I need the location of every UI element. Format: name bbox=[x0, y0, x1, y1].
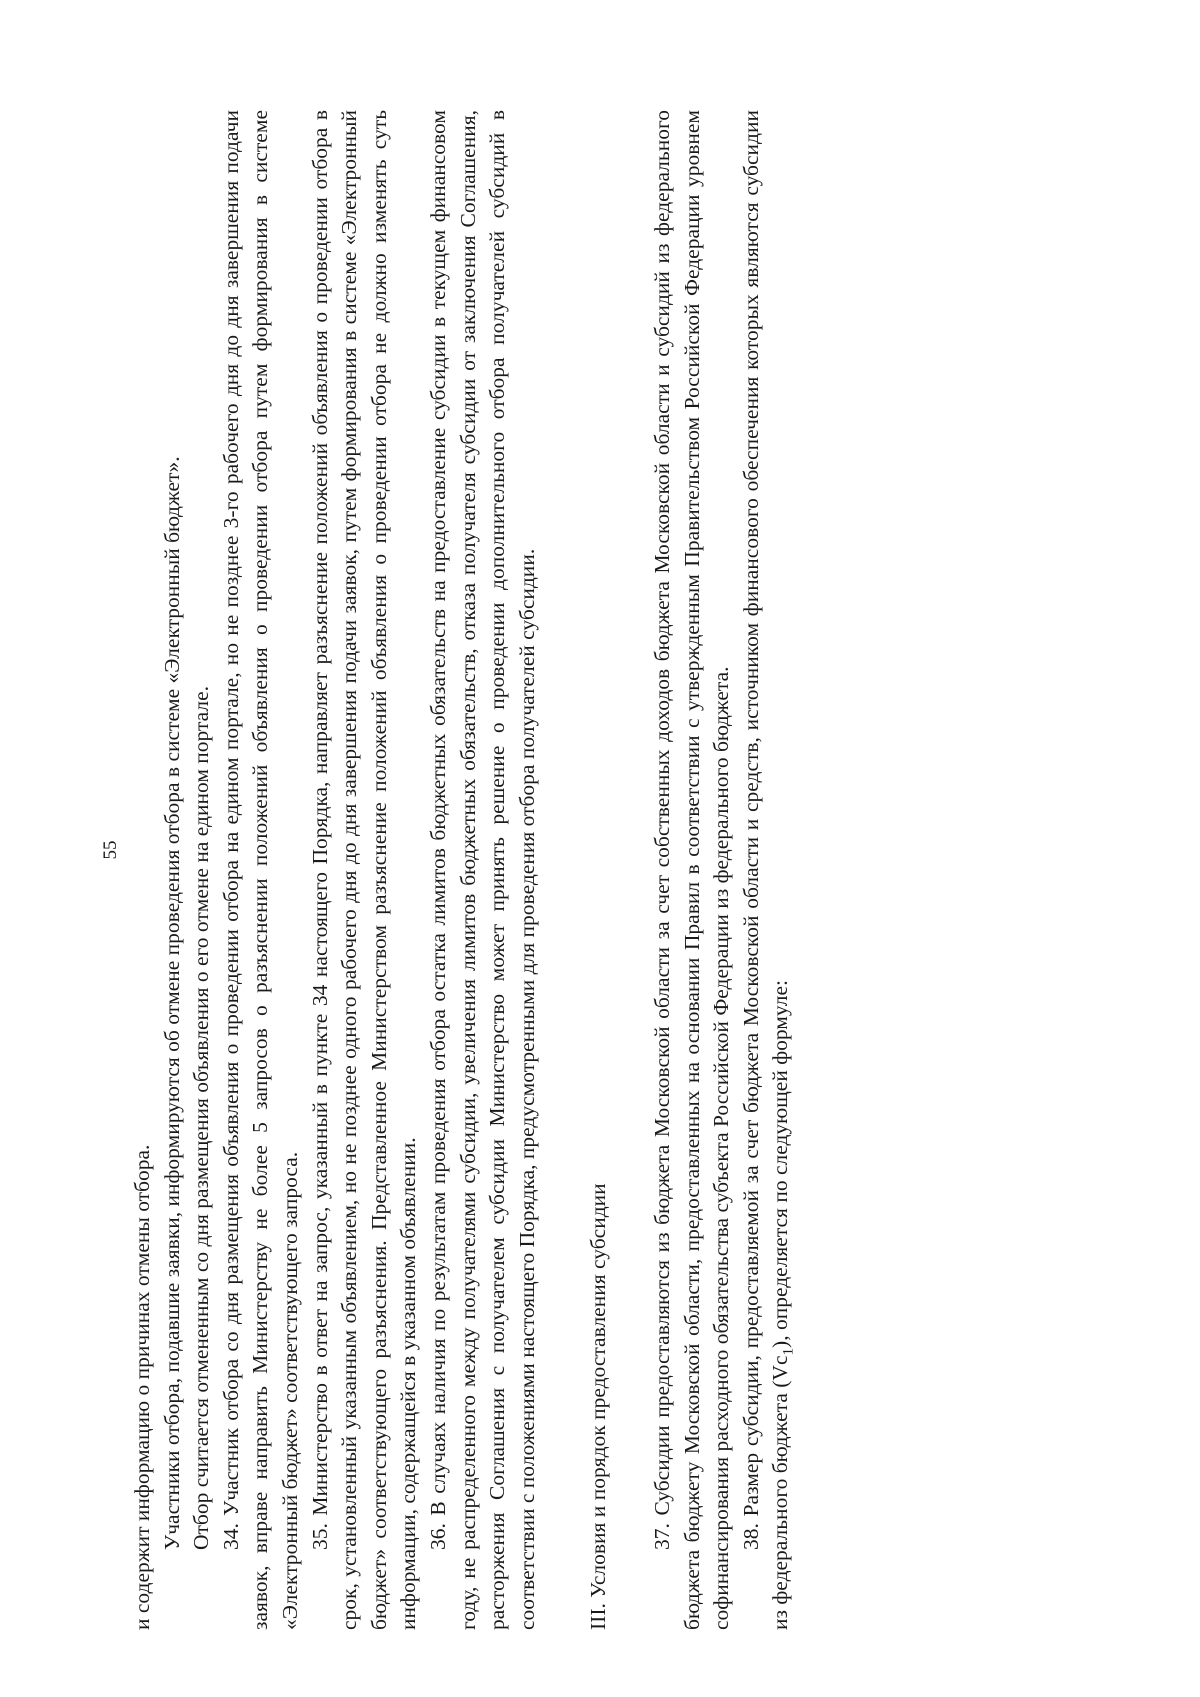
section-heading: III. Условия и порядок предоставления субсидии bbox=[586, 1183, 611, 1630]
document-page bbox=[100, 70, 1100, 1630]
paragraph-continuation: и содержит информацию о причинах отмены отбора. bbox=[130, 1144, 154, 1630]
paragraph-clause-36: 36. В случаях наличия по результатам проведения отбора остатка лимитов бюджетных обязательств на предоставление субсидии в текущем финансовом году, не распределенного между получателями субсидии, увеличения лимитов бюджетных обязательств, отказа получателя субсидии от заключения Соглашения, расторжения Соглашения с получателем субсидии Министерство может принять решение о проведении дополнительного отбора получателей субсидий в соответствии с положениями настоящего Порядка, предусмотренными для проведения отбора получателей субсидии. bbox=[425, 110, 539, 1630]
paragraph-clause-38 bbox=[737, 110, 804, 1630]
paragraph-selection-cancelled: Отбор считается отмененным со дня размещения объявления о его отмене на едином портале. bbox=[189, 685, 214, 1550]
paragraph-clause-34: 34. Участник отбора со дня размещения объявления о проведении отбора на едином портале, но не позднее 3-го рабочего дня до дня завершения подачи заявок, вправе направить Министерству не более 5 запросов о разъяснении положений объявления о проведении отбора путем формирования в системе «Электронный бюджет» соответствующего запроса. bbox=[218, 110, 302, 1630]
clause-38-subscript: 1 bbox=[780, 1347, 797, 1356]
clause-38-text-end: ), определяется по следующей формуле: bbox=[768, 980, 793, 1348]
page-number: 55 bbox=[100, 840, 121, 860]
paragraph-clause-37: 37. Субсидии предоставляются из бюджета Московской области за счет собственных доходов бюджета Московской области и субсидий из федерального бюджета бюджету Московской области, предоставленных на основании Правил в соответствии с утвержденным Правительством Российской Федерации уровнем софинансирования расходного обязательства субъекта Российской Федерации из федерального бюджета. bbox=[649, 110, 734, 1630]
clause-38-text: 38. Размер субсидии, предоставляемой за счет бюджета Московской области и средств, источником финансового обеспечения которых являются субсидии из федерального бюджета (Vc bbox=[738, 110, 793, 1630]
paragraph-clause-35: 35. Министерство в ответ на запрос, указанный в пункте 34 настоящего Порядка, направляет разъяснение положений объявления о проведении отбора в срок, установленный указанным объявлением, но не позднее одного рабочего дня до дня завершения подачи заявок, путем формирования в системе «Электронный бюджет» соответствующего разъяснения. Представленное Министерством разъяснение положений объявления о проведении отбора не должно изменять суть информации, содержащейся в указанном объявлении. bbox=[307, 110, 421, 1630]
document-body bbox=[128, 110, 804, 1630]
paragraph-participants-informed: Участники отбора, подавшие заявки, информируются об отмене проведения отбора в системе «Электронный бюджет». bbox=[159, 456, 184, 1550]
